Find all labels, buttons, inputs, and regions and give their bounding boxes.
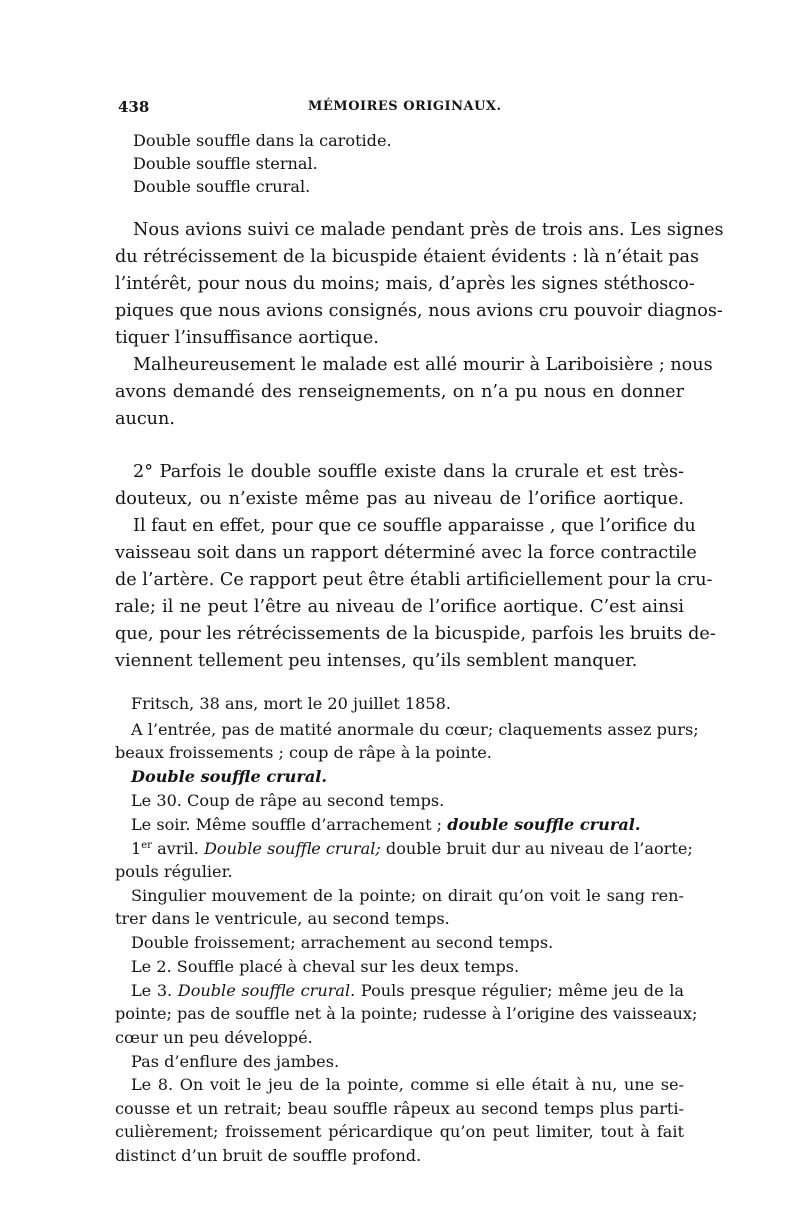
case-text: 1 — [131, 839, 142, 858]
case-line — [131, 839, 693, 858]
case-line: pouls régulier. — [115, 862, 233, 881]
case-line: beaux froissements ; coup de râpe à la pointe. — [115, 743, 492, 762]
case-line: culièrement; froissement péricardique qu’on peut limiter, tout à fait — [115, 1122, 684, 1141]
paragraph-line: avons demandé des renseignements, on n’a pu nous en donner — [115, 382, 684, 402]
list-item: Double souffle dans la carotide. — [133, 131, 392, 150]
paragraph-line: viennent tellement peu intenses, qu’ils semblent manquer. — [115, 651, 638, 671]
case-title: Fritsch, 38 ans, mort le 20 juillet 1858. — [131, 694, 451, 713]
case-text-italic: double souffle crural. — [447, 815, 641, 834]
paragraph-line: douteux, ou n’existe même pas au niveau de l’orifice aortique. — [115, 489, 684, 509]
case-line: pointe; pas de souffle net à la pointe; rudesse à l’origine des vaisseaux; — [115, 1004, 698, 1023]
ordinal-superscript: er — [141, 840, 152, 851]
case-text: Le 3. — [131, 981, 178, 1000]
case-line: Pas d’enflure des jambes. — [131, 1052, 340, 1071]
case-text-italic: Double souffle crural. — [177, 981, 356, 1000]
paragraph-line: que, pour les rétrécissements de la bicuspide, parfois les bruits de- — [115, 624, 716, 644]
case-text: Pouls presque régulier; même jeu de la — [355, 981, 684, 1000]
case-line: trer dans le ventricule, au second temps. — [115, 909, 450, 928]
case-line: Le 30. Coup de râpe au second temps. — [131, 791, 445, 810]
case-text: Le soir. Même souffle d’arrachement ; — [131, 815, 448, 834]
case-line — [131, 815, 640, 834]
case-line: cœur un peu développé. — [115, 1028, 313, 1047]
running-head: MÉMOIRES ORIGINAUX. — [308, 99, 502, 114]
page-header — [118, 98, 685, 122]
paragraph-line: Il faut en effet, pour que ce souffle apparaisse , que l’orifice du — [133, 516, 696, 536]
case-text-italic: Double souffle crural; — [203, 839, 381, 858]
case-line: Le 8. On voit le jeu de la pointe, comme si elle était à nu, une se- — [131, 1075, 684, 1094]
paragraph-line: rale; il ne peut l’être au niveau de l’orifice aortique. C’est ainsi — [115, 597, 684, 617]
list-item: Double souffle crural. — [133, 177, 311, 196]
paragraph-line: tiquer l’insuffisance aortique. — [115, 328, 379, 348]
case-line: Singulier mouvement de la pointe; on dirait qu’on voit le sang ren- — [131, 886, 684, 905]
case-line: distinct d’un bruit de souffle profond. — [115, 1146, 422, 1165]
paragraph-line: Malheureusement le malade est allé mourir à Lariboisière ; nous — [133, 355, 713, 375]
paragraph-line: vaisseau soit dans un rapport déterminé avec la force contractile — [115, 543, 697, 563]
paragraph-line: l’intérêt, pour nous du moins; mais, d’après les signes stéthosco- — [115, 274, 695, 294]
list-item: Double souffle sternal. — [133, 154, 318, 173]
case-line: Le 2. Souffle placé à cheval sur les deux temps. — [131, 957, 520, 976]
case-text: double bruit dur au niveau de l’aorte; — [380, 839, 693, 858]
paragraph-line: de l’artère. Ce rapport peut être établi artificiellement pour la cru- — [115, 570, 713, 590]
paragraph-line: aucun. — [115, 409, 175, 429]
case-text: avril. — [151, 839, 204, 858]
case-line-italic: Double souffle crural. — [131, 767, 327, 786]
page-number: 438 — [118, 98, 150, 116]
paragraph-line: 2° Parfois le double souffle existe dans la crurale et est très- — [133, 462, 684, 482]
case-line — [131, 981, 684, 1000]
case-line: A l’entrée, pas de matité anormale du cœur; claquements assez purs; — [131, 720, 699, 739]
paragraph-line: Nous avions suivi ce malade pendant près de trois ans. Les signes — [133, 220, 724, 240]
case-line: cousse et un retrait; beau souffle râpeux au second temps plus parti- — [115, 1099, 684, 1118]
paragraph-line: piques que nous avions consignés, nous avions cru pouvoir diagnos- — [115, 301, 723, 321]
paragraph-line: du rétrécissement de la bicuspide étaient évidents : là n’était pas — [115, 247, 700, 267]
case-line: Double froissement; arrachement au second temps. — [131, 933, 554, 952]
